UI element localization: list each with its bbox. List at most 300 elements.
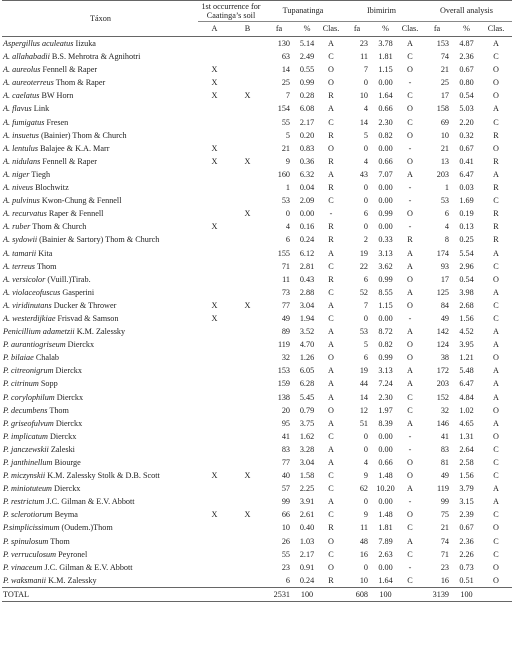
table-row [2,391,512,404]
total-tup-fa: 2531 [264,587,294,601]
tup-pct-cell: 3.04 [299,300,315,310]
species-name: Aspergillus aculeatus [3,39,74,48]
all-fa-cell: 21 [440,65,449,75]
ibi-clas-cell: O [407,130,413,140]
taxon-cell [2,50,198,63]
species-authority: (Oudem.)Thom [59,523,113,533]
total-all-fa: 3139 [421,587,453,601]
all-clas-cell: C [493,300,499,310]
species-name: P. spinulosum [3,536,49,546]
all-clas-cell: O [493,523,499,533]
ibi-fa-cell: 19 [359,248,368,258]
ibi-clas-cell: - [408,313,412,323]
all-pct-cell: 0.54 [459,91,474,101]
first-occ-b-cell [231,102,264,115]
tup-clas-cell: O [328,536,334,546]
tup-clas-cell: A [328,392,334,402]
tup-clas-cell: - [329,209,333,219]
ibi-clas-cell: O [407,340,413,350]
ibi-fa-cell: 2 [363,235,368,245]
tup-fa-cell: 26 [281,536,290,546]
species-authority: Fennell & Raper [40,156,97,166]
table-row [2,273,512,286]
all-pct-cell: 1.02 [459,405,474,415]
species-name: P. janczewskii [3,444,49,454]
taxon-cell [2,535,198,548]
tup-clas-cell: A [328,169,334,179]
ibi-pct-cell: 1.97 [378,405,393,415]
ibi-clas-cell: C [407,91,413,101]
ibi-fa-cell: 11 [360,52,368,62]
table-row [2,142,512,155]
first-occ-a-cell [198,417,231,430]
first-occ-b-cell [231,521,264,534]
ibi-pct-cell: 7.07 [378,169,393,179]
ibi-pct-cell: 0.00 [378,444,393,454]
tup-clas-cell: C [328,484,334,494]
taxon-cell [2,443,198,456]
taxon-cell [2,299,198,312]
all-clas-cell: A [493,497,499,507]
first-occ-a-cell [198,404,231,417]
tup-pct-cell: 2.81 [299,261,315,271]
tupanatinga-header: Tupanatinga [264,1,342,22]
all-pct-cell: 1.56 [459,471,474,481]
ibi-clas-cell: O [407,209,413,219]
taxon-cell [2,456,198,469]
all-pct-cell: 0.67 [459,65,474,75]
all-fa-cell: 93 [440,261,449,271]
table-row [2,312,512,325]
tup-pct-cell: 6.08 [299,104,315,114]
first-occ-a-cell [198,286,231,299]
tup-fa-cell: 9 [285,156,290,166]
tup-clas-cell: R [328,222,334,232]
tup-clas-cell: A [328,327,334,337]
tup-fa-cell: 71 [281,261,290,271]
first-occ-b-cell [231,404,264,417]
ibi-clas-cell: A [407,261,413,271]
ibi-clas-cell: - [408,562,412,572]
species-name: P. bilaiae [3,353,34,363]
ibi-clas-cell: A [407,327,413,337]
table-row [2,181,512,194]
ibi-pct-cell: 2.63 [378,549,393,559]
tup-pct-cell: 0.43 [299,274,315,284]
all-fa-cell: 203 [436,379,449,389]
all-pct-cell: 1.21 [459,353,474,363]
table-row [2,377,512,390]
ibi-fa-cell: 0 [363,313,368,323]
tup-clas-cell: C [328,261,334,271]
total-b [231,587,264,601]
all-fa-header: fa [421,22,453,37]
first-occ-a-cell [198,116,231,129]
first-occ-a-cell: X [211,471,218,481]
tup-pct-cell: 0.04 [299,183,315,193]
table-row [2,76,512,89]
tup-fa-cell: 99 [281,497,290,507]
first-occ-a-cell: X [211,510,218,520]
first-occ-a-cell: X [211,222,218,232]
all-pct-cell: 3.15 [459,497,474,507]
species-name: A. sydowii [3,235,38,245]
ibi-clas-cell: C [407,575,413,585]
ibi-fa-cell: 51 [359,418,368,428]
first-occ-a-cell [198,181,231,194]
species-name: A. niger [3,169,30,179]
species-name: A. allahabadii [3,52,50,62]
all-pct-cell: 2.36 [459,536,474,546]
ibi-clas-cell: C [407,392,413,402]
total-tup-clas [320,587,342,601]
tup-pct-cell: 5.45 [299,392,315,402]
taxon-cell [2,417,198,430]
tup-clas-cell: O [328,405,334,415]
species-authority: Thom & Church [30,222,87,232]
ibi-clas-cell: - [408,196,412,206]
ibi-fa-cell: 7 [363,65,368,75]
all-fa-cell: 158 [436,104,449,114]
tup-pct-cell: 2.17 [299,117,315,127]
species-authority: Zaleski [48,444,75,454]
tup-fa-cell: 63 [281,52,290,62]
ibi-fa-cell: 0 [363,78,368,88]
tup-clas-cell: R [328,523,334,533]
species-authority: Beyma [52,510,78,520]
taxon-cell [2,561,198,574]
all-pct-cell: 0.73 [459,562,474,572]
species-name: P. waksmanii [3,575,47,585]
ibi-fa-cell: 0 [363,562,368,572]
all-clas-cell: O [493,274,499,284]
first-occ-a-cell [198,430,231,443]
total-label: TOTAL [2,587,198,601]
ibi-fa-cell: 0 [363,196,368,206]
first-occ-a-cell [198,247,231,260]
all-fa-cell: 153 [436,39,449,48]
tup-pct-cell: 0.24 [299,575,315,585]
table-row [2,247,512,260]
first-occ-a-cell [198,233,231,246]
ibi-fa-cell: 0 [363,444,368,454]
species-name: P. implicatum [3,431,48,441]
first-occ-b-cell: X [244,471,251,481]
species-name: A. recurvatus [3,209,47,219]
tup-pct-cell: 6.12 [299,248,315,258]
all-fa-cell: 75 [440,510,449,520]
all-pct-cell: 4.65 [459,418,474,428]
species-name: P. corylophilum [3,392,55,402]
tup-pct-cell: 2.88 [299,287,315,297]
taxon-cell [2,207,198,220]
all-pct-cell: 6.47 [459,379,474,389]
total-ibi-pct: 100 [372,587,399,601]
tup-pct-header: % [294,22,320,37]
taxon-cell [2,312,198,325]
tup-fa-cell: 4 [285,222,290,232]
table-body [2,37,512,588]
species-name: A. westerdijkiae [3,313,56,323]
ibi-pct-cell: 0.99 [378,209,393,219]
first-occ-b-cell [231,456,264,469]
first-occ-a-cell: X [211,300,218,310]
tup-clas-cell: C [328,287,334,297]
all-pct-cell: 5.03 [459,104,474,114]
taxon-cell [2,89,198,102]
all-clas-cell: O [493,65,499,75]
ibi-clas-cell: C [407,523,413,533]
taxon-cell [2,377,198,390]
first-occ-a-cell: X [211,78,218,88]
ibi-pct-cell: 0.00 [378,222,393,232]
ibi-fa-cell: 12 [359,405,368,415]
all-pct-cell: 4.87 [459,39,474,48]
ibi-clas-cell: A [407,287,413,297]
tup-fa-cell: 14 [281,65,290,75]
first-occ-a-cell [198,168,231,181]
table-row [2,63,512,76]
all-fa-cell: 83 [440,444,449,454]
tup-fa-cell: 155 [277,248,290,258]
species-authority: Dierckx [47,431,77,441]
first-occ-b-cell [231,247,264,260]
all-pct-cell: 0.03 [459,183,474,193]
first-occ-b-cell [231,63,264,76]
species-authority: Thom & Raper [53,78,106,88]
tup-fa-cell: 6 [285,575,290,585]
first-occ-a-cell [198,456,231,469]
first-occ-b-cell [231,116,264,129]
tup-clas-cell: O [328,78,334,88]
taxon-cell [2,155,198,168]
all-fa-cell: 21 [440,523,449,533]
ibi-clas-cell: A [407,39,413,48]
tup-fa-cell: 49 [281,313,290,323]
all-clas-cell: C [493,536,499,546]
tup-pct-cell: 0.99 [299,78,315,88]
tup-fa-cell: 53 [281,196,290,206]
taxon-cell [2,273,198,286]
tup-pct-cell: 0.91 [299,562,315,572]
all-pct-cell: 2.39 [459,510,474,520]
all-clas-cell: A [493,169,499,179]
ibi-pct-cell: 0.66 [378,104,393,114]
first-occ-a-cell [198,535,231,548]
overall-header: Overall analysis [421,1,512,22]
all-clas-cell: O [493,431,499,441]
all-fa-cell: 13 [440,156,449,166]
all-clas-cell: C [493,458,499,467]
tup-fa-cell: 154 [277,104,290,114]
taxon-cell [2,194,198,207]
all-pct-cell: 0.25 [459,235,474,245]
ibi-clas-cell: - [408,143,412,153]
tup-clas-cell: C [328,52,334,62]
tup-clas-cell: A [328,444,334,454]
tup-fa-cell: 25 [281,78,290,88]
table-row [2,495,512,508]
tup-pct-cell: 2.49 [299,52,315,62]
all-pct-cell: 1.56 [459,313,474,323]
ibi-clas-cell: A [407,366,413,376]
first-occ-b-cell [231,129,264,142]
table-row [2,168,512,181]
species-authority: B.S. Mehrotra & Agnihotri [49,52,141,62]
all-fa-cell: 8 [444,235,449,245]
ibi-pct-cell: 0.99 [378,353,393,363]
ibi-fa-cell: 5 [363,130,368,140]
all-pct-cell: 2.58 [459,458,474,467]
tup-clas-cell: R [328,130,334,140]
tup-pct-cell: 1.26 [299,353,315,363]
all-fa-cell: 74 [440,52,449,62]
tup-clas-cell: C [328,471,334,481]
all-clas-cell: A [493,248,499,258]
species-name: P. decumbens [3,405,48,415]
tup-clas-cell: C [328,510,334,520]
ibi-clas-cell: C [407,549,413,559]
ibi-clas-cell: A [407,418,413,428]
tup-fa-cell: 77 [281,458,290,467]
taxon-cell [2,325,198,338]
tup-fa-cell: 119 [278,340,290,350]
all-pct-header: % [453,22,480,37]
species-name: P. restrictum [3,497,45,507]
ibi-pct-cell: 1.48 [378,471,393,481]
tup-clas-cell: O [328,65,334,75]
ibi-clas-cell: O [407,510,413,520]
ibi-fa-cell: 0 [363,431,368,441]
all-clas-cell: A [493,340,499,350]
all-fa-cell: 38 [440,353,449,363]
all-pct-cell: 0.51 [459,575,474,585]
ibi-fa-cell: 9 [363,510,368,520]
tup-fa-cell: 57 [281,484,290,494]
species-authority: Blochwitz [33,183,69,193]
taxon-cell [2,116,198,129]
tup-pct-cell: 1.62 [299,431,315,441]
first-occ-a-cell [198,495,231,508]
tup-fa-header: fa [264,22,294,37]
tup-clas-cell: A [328,300,334,310]
taxon-cell [2,548,198,561]
first-occ-b-cell [231,364,264,377]
tup-fa-cell: 130 [277,39,290,48]
tup-fa-cell: 77 [281,300,290,310]
all-fa-cell: 174 [436,248,449,258]
first-occ-a-cell [198,574,231,588]
ibi-pct-cell: 0.00 [378,431,393,441]
all-clas-cell: A [493,39,499,48]
ibi-pct-cell: 3.78 [378,39,393,48]
first-occ-b-cell [231,430,264,443]
tup-pct-cell: 0.28 [299,91,315,101]
tup-fa-cell: 83 [281,444,290,454]
ibi-fa-cell: 4 [363,458,368,467]
table-row [2,129,512,142]
all-pct-cell: 0.67 [459,143,474,153]
species-name: P. citreonigrum [3,366,54,376]
all-clas-cell: A [493,484,499,494]
all-clas-cell: O [493,143,499,153]
taxon-cell [2,286,198,299]
table-row [2,207,512,220]
first-occ-b-cell [231,194,264,207]
ibi-clas-cell: O [407,353,413,363]
tup-pct-cell: 4.70 [299,340,315,350]
ibi-fa-cell: 23 [359,39,368,48]
all-pct-cell: 2.20 [459,117,474,127]
taxon-cell [2,338,198,351]
first-occ-a-cell [198,521,231,534]
tup-pct-cell: 1.03 [299,536,315,546]
first-occ-a-cell [198,50,231,63]
tup-pct-cell: 0.79 [299,405,315,415]
species-authority: (Bainier) Thom & Church [38,130,127,140]
species-name: A. viridinutans [3,300,52,310]
taxon-cell [2,220,198,233]
first-occ-a-cell [198,548,231,561]
all-pct-cell: 2.26 [459,549,474,559]
ibi-fa-cell: 52 [359,287,368,297]
all-pct-cell: 0.41 [459,156,474,166]
first-occ-b-cell: X [244,91,251,101]
ibi-pct-cell: 0.00 [378,313,393,323]
table-row [2,417,512,430]
taxon-cell [2,574,198,588]
table-row [2,430,512,443]
first-occ-b-cell [231,338,264,351]
table-row [2,508,512,521]
all-clas-cell: A [493,327,499,337]
all-pct-cell: 0.19 [459,209,474,219]
ibi-pct-cell: 0.00 [378,497,393,507]
table-row [2,351,512,364]
species-authority: Tiegh [29,169,51,179]
species-authority: Fennell & Raper [40,65,98,75]
total-a [198,587,231,601]
tup-fa-cell: 20 [281,405,290,415]
all-clas-cell: O [493,353,499,363]
tup-clas-cell: A [328,366,334,376]
ibi-pct-cell: 1.64 [378,91,393,101]
all-clas-cell: C [493,117,499,127]
tup-clas-cell: A [328,418,334,428]
tup-clas-cell: C [328,117,334,127]
ibi-pct-cell: 0.00 [378,196,393,206]
all-clas-cell: A [493,379,499,389]
species-authority: Dierckx [51,484,81,494]
tup-fa-cell: 89 [281,327,290,337]
all-clas-cell: C [493,549,499,559]
all-fa-cell: 10 [440,130,449,140]
species-name: P. sclerotiorum [3,510,53,520]
tup-fa-cell: 55 [281,549,290,559]
all-fa-cell: 1 [444,183,449,193]
tup-clas-cell: A [328,379,334,389]
table-row [2,535,512,548]
tup-pct-cell: 3.28 [299,444,315,454]
species-authority: K.M. Zalessky Stolk & D.B. Scott [45,471,160,481]
first-occ-b-cell [231,286,264,299]
all-clas-cell: R [493,235,499,245]
ibi-pct-cell: 3.62 [378,261,393,271]
first-occ-b-cell [231,443,264,456]
ibi-clas-cell: O [407,274,413,284]
all-clas-cell: C [493,196,499,206]
ibi-fa-cell: 4 [363,104,368,114]
